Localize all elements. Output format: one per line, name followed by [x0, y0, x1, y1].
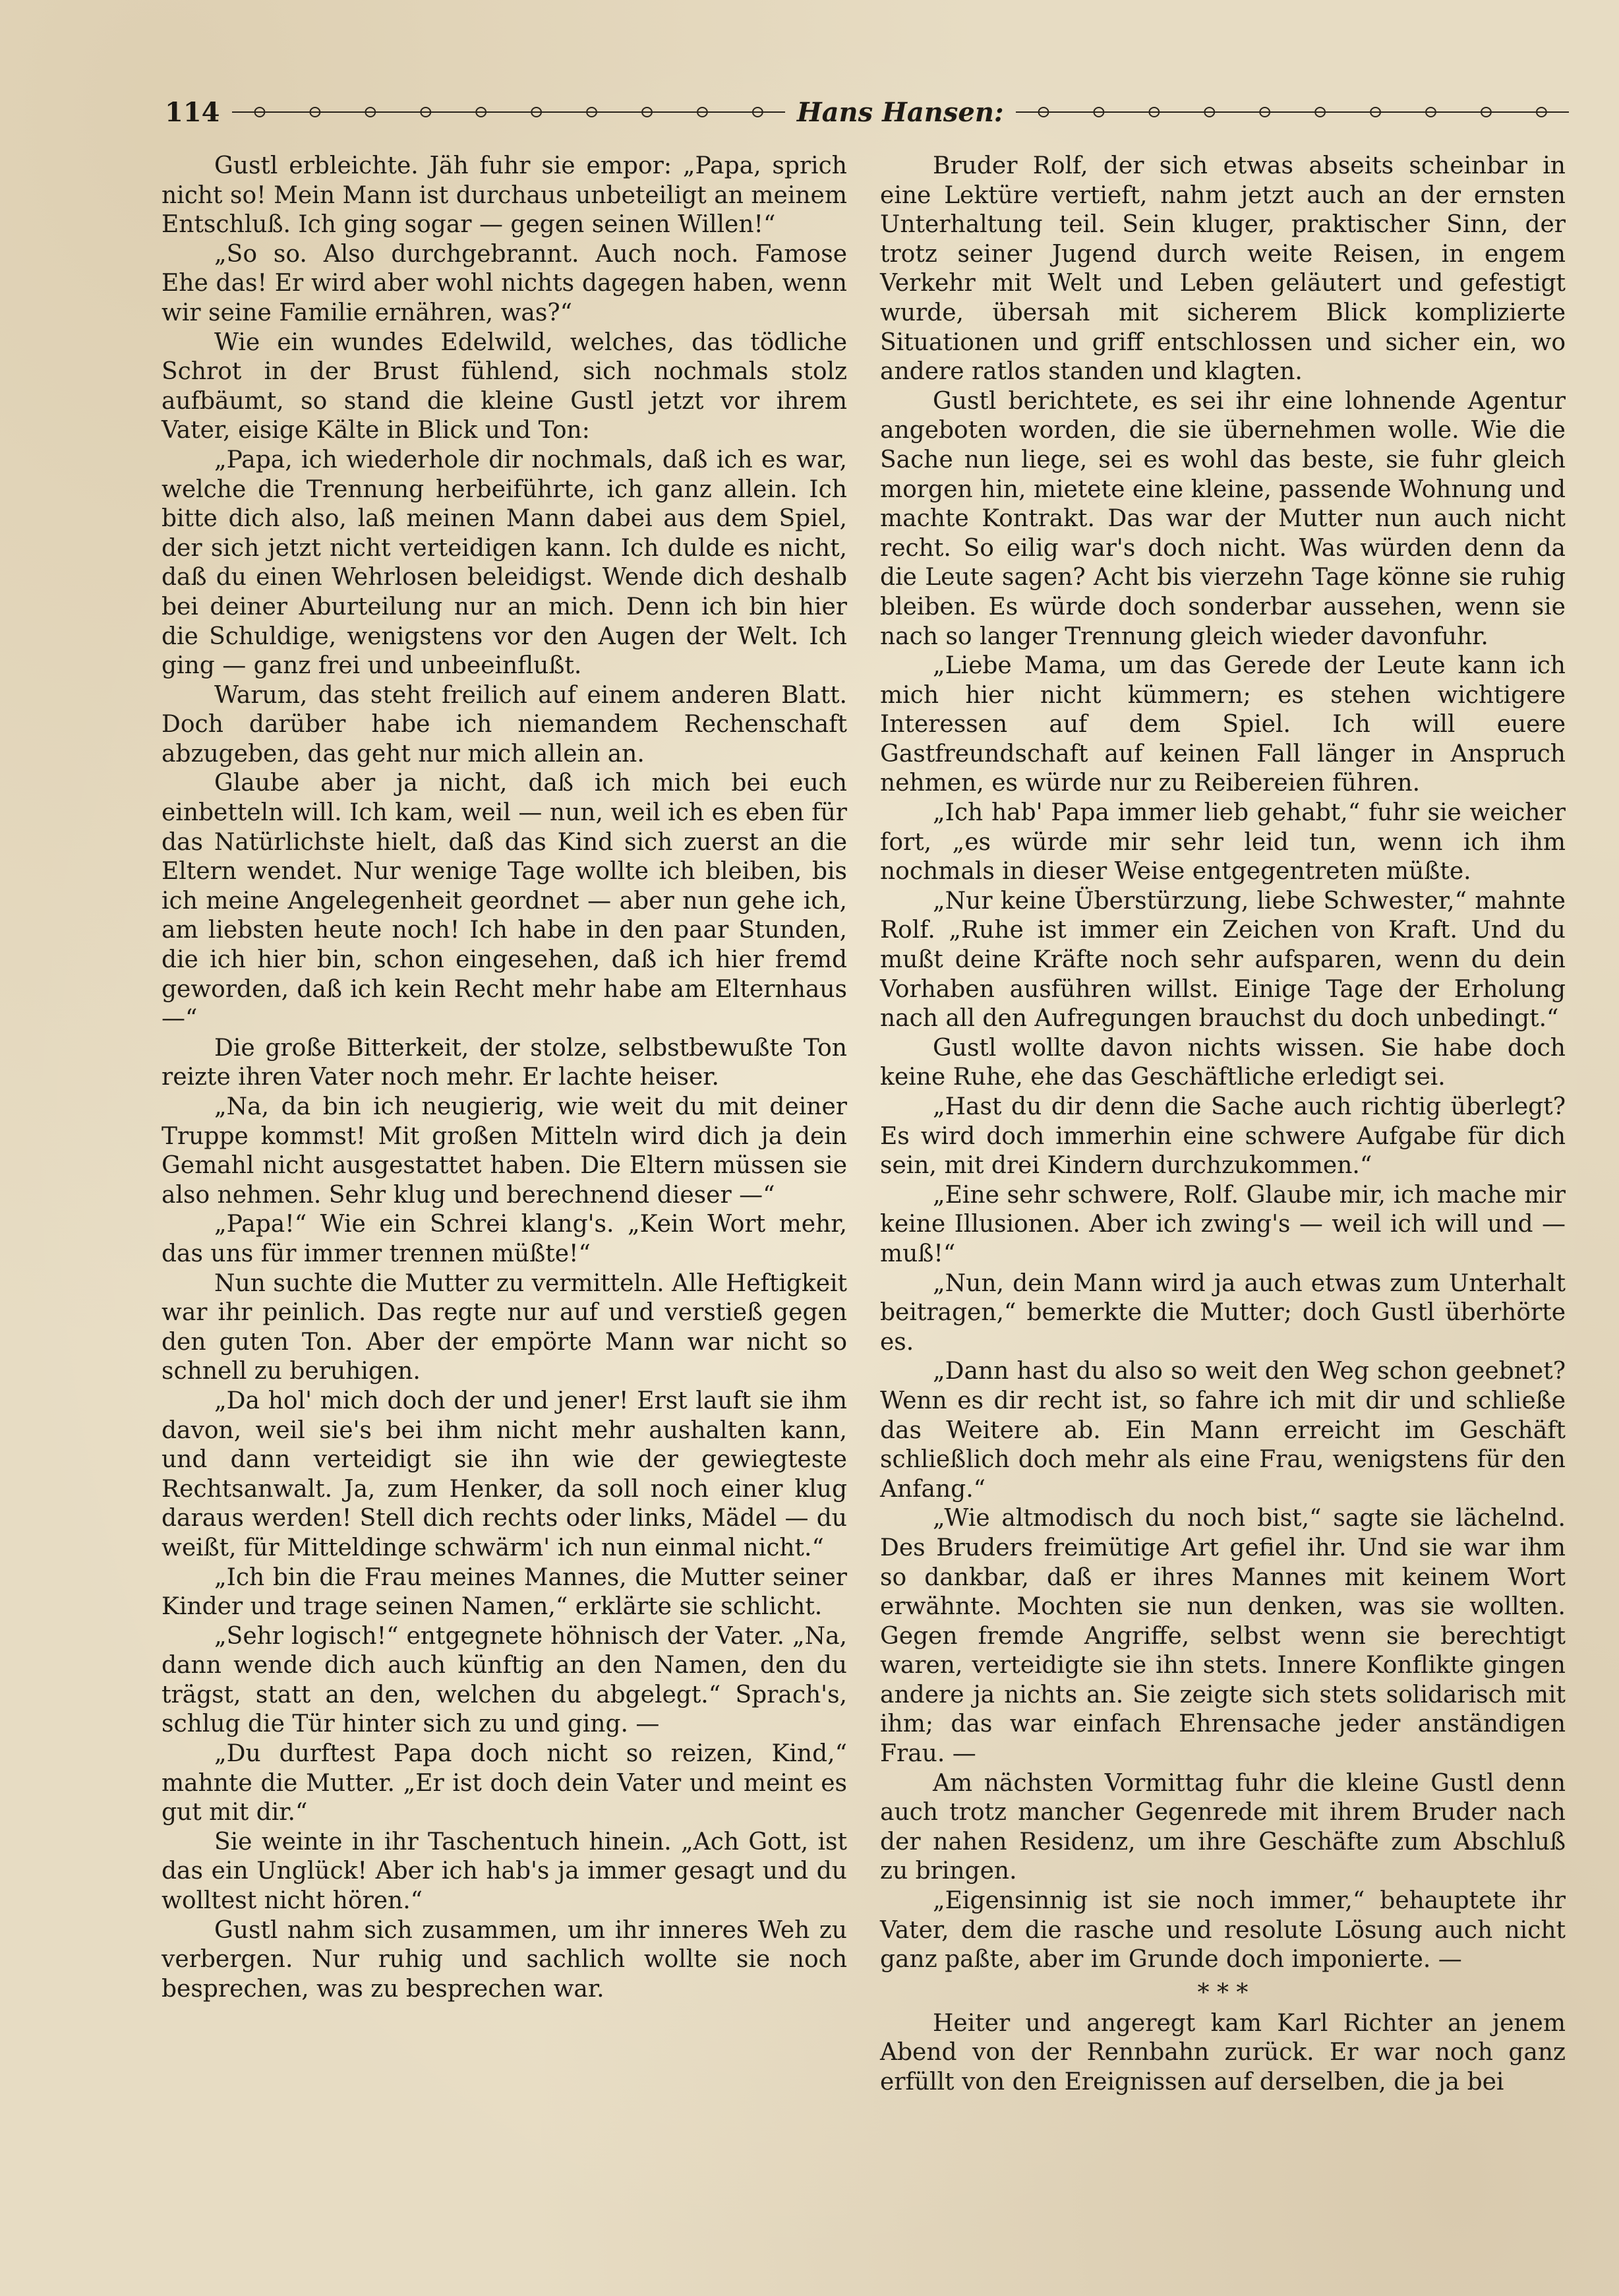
page-number: 114	[165, 96, 220, 128]
paragraph: „Eigensinnig ist sie noch immer,“ behauptete ihr Vater, dem die rasche und resolute Lösung auch nicht ganz paßte, aber im Grunde doch imponierte. —	[880, 1887, 1566, 1974]
left-column	[162, 152, 847, 2004]
paragraph: Glaube aber ja nicht, daß ich mich bei euch einbetteln will. Ich kam, weil — nun, weil ich es eben für das Natürlichste hielt, daß das Kind sich zuerst an die Eltern wendet. Nur wenige Tage wollte ich bleiben, bis ich meine Angelegenheit geordnet — aber nun gehe ich, am liebsten heute noch! Ich habe in den paar Stunden, die ich hier bin, schon eingesehen, daß ich hier fremd geworden, daß ich kein Recht mehr habe am Elternhaus —“	[162, 770, 847, 1033]
paragraph: „Papa!“ Wie ein Schrei klang's. „Kein Wort mehr, das uns für immer trennen müßte!“	[162, 1211, 847, 1267]
paragraph: „Ich bin die Frau meines Mannes, die Mutter seiner Kinder und trage seinen Namen,“ erklärte sie schlicht.	[162, 1563, 847, 1621]
right-column	[880, 152, 1566, 2098]
paragraph: „Na, da bin ich neugierig, wie weit du mit deiner Truppe kommst! Mit großen Mitteln wird dich ja dein Gemahl nicht ausgestattet haben. Die Eltern müssen sie also nehmen. Sehr klug und berechnend dieser —“	[162, 1093, 847, 1209]
decorative-rule-icon	[1016, 105, 1569, 119]
paragraph: „Wie altmodisch du noch bist,“ sagte sie lächelnd. Des Bruders freimütige Art gefiel ihr. Und sie war ihm so dankbar, daß er ihres Mannes mit keinem Wort erwähnte. Mochten sie nun denken, was sie wollten. Gegen fremde Angriffe, selbst wenn sie berechtigt waren, verteidigte sie ihn stets. Innere Konflikte gingen andere ja nichts an. Sie zeigte sich stets solidarisch mit ihm; das war einfach Ehrensache jeder anständigen Frau. —	[880, 1505, 1566, 1768]
paragraph: „Dann hast du also so weit den Weg schon geebnet? Wenn es dir recht ist, so fahre ich mit dir und schließe das Weitere ab. Ein Mann erreicht im Geschäft schließlich doch mehr als eine Frau, wenigstens für den Anfang.“	[880, 1358, 1566, 1503]
paragraph: Bruder Rolf, der sich etwas abseits scheinbar in eine Lektüre vertieft, nahm jetzt auch an der ernsten Unterhaltung teil. Sein kluger, praktischer Sinn, der trotz seiner Jugend durch weite Reisen, in engem Verkehr mit Welt und Leben geläutert und gefestigt wurde, übersah mit sicherem Blick komplizierte Situationen und griff entschlossen und sicher ein, wo andere ratlos standen und klagten.	[880, 152, 1566, 386]
paragraph: „Nun, dein Mann wird ja auch etwas zum Unterhalt beitragen,“ bemerkte die Mutter; doch Gustl überhörte es.	[880, 1269, 1566, 1356]
paragraph: „So so. Also durchgebrannt. Auch noch. Famose Ehe das! Er wird aber wohl nichts dagegen haben, wenn wir seine Familie ernähren, was?“	[162, 240, 847, 326]
paragraph: „Hast du dir denn die Sache auch richtig überlegt? Es wird doch immerhin eine schwere Aufgabe für dich sein, mit drei Kindern durchzukommen.“	[880, 1093, 1566, 1180]
paragraph: Sie weinte in ihr Taschentuch hinein. „Ach Gott, ist das ein Unglück! Aber ich hab's ja immer gesagt und du wolltest nicht hören.“	[162, 1828, 847, 1915]
paragraph: „Du durftest Papa doch nicht so reizen, Kind,“ mahnte die Mutter. „Er ist doch dein Vater und meint es gut mit dir.“	[162, 1740, 847, 1827]
paragraph: Warum, das steht freilich auf einem anderen Blatt. Doch darüber habe ich niemandem Rechenschaft abzugeben, das geht nur mich allein an.	[162, 681, 847, 768]
section-break: * * *	[1197, 1979, 1249, 2007]
paragraph: „Papa, ich wiederhole dir nochmals, daß ich es war, welche die Trennung herbeiführte, ich ganz allein. Ich bitte dich also, laß meinen Mann dabei aus dem Spiel, der sich jetzt nicht verteidigen kann. Ich dulde es nicht, daß du einen Wehrlosen beleidigst. Wende dich deshalb bei deiner Aburteilung nur an mich. Denn ich bin hier die Schuldige, wenigstens vor den Augen der Welt. Ich ging — ganz frei und unbeeinflußt.	[162, 446, 847, 680]
decorative-rule-icon	[232, 105, 785, 119]
paragraph: Wie ein wundes Edelwild, welches, das tödliche Schrot in der Brust fühlend, sich nochmals stolz aufbäumt, so stand die kleine Gustl jetzt vor ihrem Vater, eisige Kälte in Blick und Ton:	[162, 328, 847, 444]
paragraph: „Liebe Mama, um das Gerede der Leute kann ich mich hier nicht kümmern; es stehen wichtigere Interessen auf dem Spiel. Ich will euere Gastfreundschaft auf keinen Fall länger in Anspruch nehmen, es würde nur zu Reibereien führen.	[880, 652, 1566, 797]
paragraph: Gustl berichtete, es sei ihr eine lohnende Agentur angeboten worden, die sie übernehmen wolle. Wie die Sache nun liege, sei es wohl das beste, sie fuhr gleich morgen hin, mietete eine kleine, passende Wohnung und machte Kontrakt. Das war der Mutter nun auch nicht recht. So eilig war's doch nicht. Was würden denn da die Leute sagen? Acht bis vierzehn Tage könne sie ruhig bleiben. Es würde doch sonderbar aussehen, wenn sie nach so langer Trennung gleich wieder davonfuhr.	[880, 387, 1566, 650]
paragraph: „Nur keine Überstürzung, liebe Schwester,“ mahnte Rolf. „Ruhe ist immer ein Zeichen von Kraft. Und du mußt deine Kräfte noch sehr aufsparen, wenn du dein Vorhaben ausführen willst. Einige Tage der Erholung nach all den Aufregungen brauchst du doch unbedingt.“	[880, 887, 1566, 1033]
paragraph: Gustl wollte davon nichts wissen. Sie habe doch keine Ruhe, ehe das Geschäftliche erledigt sei.	[880, 1034, 1566, 1091]
page-header	[165, 92, 1569, 132]
running-title: Hans Hansen:	[796, 96, 1004, 128]
paragraph: „Ich hab' Papa immer lieb gehabt,“ fuhr sie weicher fort, „es würde mir sehr leid tun, wenn ich ihm nochmals in dieser Weise entgegentreten müßte.	[880, 799, 1566, 886]
paragraph: Nun suchte die Mutter zu vermitteln. Alle Heftigkeit war ihr peinlich. Das regte nur auf und verstieß gegen den guten Ton. Aber der empörte Mann war nicht so schnell zu beruhigen.	[162, 1269, 847, 1385]
paragraph: Die große Bitterkeit, der stolze, selbstbewußte Ton reizte ihren Vater noch mehr. Er lachte heiser.	[162, 1034, 847, 1091]
paragraph: Heiter und angeregt kam Karl Richter an jenem Abend von der Rennbahn zurück. Er war noch ganz erfüllt von den Ereignissen auf derselben, die ja bei	[880, 2009, 1566, 2096]
paragraph: Am nächsten Vormittag fuhr die kleine Gustl denn auch trotz mancher Gegenrede mit ihrem Bruder nach der nahen Residenz, um ihre Geschäfte zum Abschluß zu bringen.	[880, 1769, 1566, 1885]
paragraph: Gustl erbleichte. Jäh fuhr sie empor: „Papa, sprich nicht so! Mein Mann ist durchaus unbeteiligt an meinem Entschluß. Ich ging sogar — gegen seinen Willen!“	[162, 152, 847, 239]
paragraph: „Da hol' mich doch der und jener! Erst lauft sie ihm davon, weil sie's bei ihm nicht mehr aushalten kann, und dann verteidigt sie ihn wie der gewiegteste Rechtsanwalt. Ja, zum Henker, da soll noch einer klug daraus werden! Stell dich rechts oder links, Mädel — du weißt, für Mitteldinge schwärm' ich nun einmal nicht.“	[162, 1387, 847, 1561]
paragraph: „Sehr logisch!“ entgegnete höhnisch der Vater. „Na, dann wende dich auch künftig an den Namen, den du trägst, statt an den, welchen du abgelegt.“ Sprach's, schlug die Tür hinter sich zu und ging. —	[162, 1622, 847, 1738]
paragraph: Gustl nahm sich zusammen, um ihr inneres Weh zu verbergen. Nur ruhig und sachlich wollte sie noch besprechen, was zu besprechen war.	[162, 1916, 847, 2003]
paragraph: „Eine sehr schwere, Rolf. Glaube mir, ich mache mir keine Illusionen. Aber ich zwing's — weil ich will und — muß!“	[880, 1181, 1566, 1267]
